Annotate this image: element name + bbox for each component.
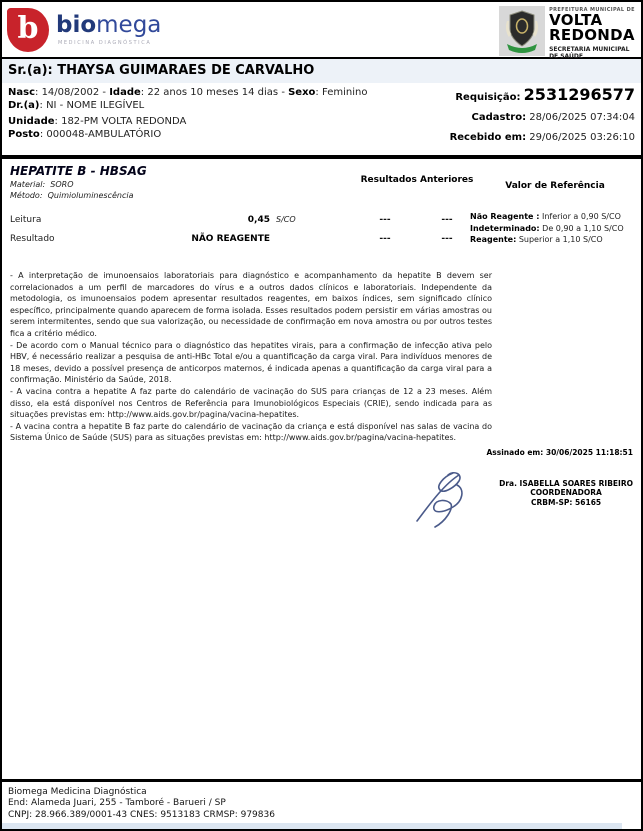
test-method: Método: Quimioluminescência [10,191,134,200]
test-result-grid: HEPATITE B - HBSAG Material: SORO Método: Quimioluminescência Resultados Anteriores Valor de Referência Leitura 0,45 S/CO --- --- Resultado NÃO REAGENTE --- --- Não Reagente : Inferior a 0,90 S/CO Indeterminado: De 0,90 a 1,10 S/CO Reagente: Superior a 1,10 S/CO [10,164,633,268]
interpretation-notes [10,270,492,444]
request-details [450,86,635,155]
footer-accent-strip [2,823,622,829]
note-paragraph: - De acordo com o Manual técnico para o diagnóstico das hepatites virais, para a confirmação de infecção ativa pelo HBV, é necessário realizar a pesquisa de anti-HBc Total e/ou a quantificação da carga viral. Para indivíduos menores de 18 meses, devido a possível presença de anticorpos maternos, é indicada apenas a quantificação da carga viral para a confirmação. Ministério da Saúde, 2018. [10,340,492,385]
patient-line-station: Posto: 000048-AMBULATÓRIO [8,129,162,140]
patient-details [8,86,367,155]
footer-registration: CNPJ: 28.966.389/0001-43 CNES: 9513183 CRMSP: 979836 [8,809,275,820]
patient-name-bar: Sr.(a): THAYSA GUIMARAES DE CARVALHO [2,57,641,83]
reference-value-header: Valor de Referência [505,181,605,191]
municipality-city-1: VOLTA [549,11,603,29]
leitura-unit: S/CO [276,215,296,224]
note-paragraph: - A vacina contra a hepatite A faz parte do calendário de vacinação do SUS para crianças de 12 a 23 meses. Além disso, ela está disponível nos Centros de Referência para Imunobiológicos Especiais (CRIE), sendo indicada para as situações previstas em: http://www.aids.gov.br/pagina/vacina-hepatites. [10,386,492,420]
biomega-logo [7,6,161,52]
patient-line-unit: Unidade: 182-PM VOLTA REDONDA [8,116,187,127]
biomega-drop-icon [7,8,49,52]
test-section [2,159,641,444]
requisition-number: 2531296577 [523,85,635,104]
patient-info-section [2,83,641,155]
signed-timestamp: Assinado em: 30/06/2025 11:18:51 [486,447,633,457]
received-line: Recebido em: 29/06/2025 03:26:10 [449,132,635,143]
registered-line: Cadastro: 28/06/2025 07:34:04 [471,112,635,123]
biomega-drop-letter: b [17,11,39,46]
biomega-wordmark [56,14,161,46]
volta-redonda-crest-icon [499,6,545,56]
municipality-city-2: REDONDA [549,26,635,45]
doctor-registration: CRBM-SP: 56165 [530,497,602,507]
reference-values: Não Reagente : Inferior a 0,90 S/CO Indeterminado: De 0,90 a 1,10 S/CO Reagente: Superior a 1,10 S/CO [470,212,624,244]
doctor-role: COORDENADORA [530,488,602,498]
patient-line-doctor: Dr.(a): NI - NOME ILEGÍVEL [8,100,145,111]
signature-zone [2,457,641,552]
resultado-value: NÃO REAGENTE [191,234,270,244]
brand-bio: bio [56,12,97,38]
note-paragraph: - A interpretação de imunoensaios laboratoriais para diagnóstico e acompanhamento da hepatite B devem ser correlacionados a um perfil de marcadores do vírus e a outros dados clínicos e laboratoriais. Independente da metodologia, os imunoensaios podem apresentar resultados reagentes, em baixos índices, sem significado clínico específico, principalmente quando aparecem de forma isolada. Esses resultados podem persistir em várias amostras ou serem intermitentes, sendo que sua valorização, ou necessidade de confirmação em nova amostra ou por outros testes fica a critério médico. [10,271,492,338]
municipality-dept-1: SECRETARIA MUNICIPAL [549,45,630,53]
report-footer [2,779,641,830]
test-title: HEPATITE B - HBSAG [10,164,147,178]
signature-icon [402,463,480,541]
note-paragraph: - A vacina contra a hepatite B faz parte do calendário de vacinação da criança e está disponível nas salas de vacina do Sistema Único de Saúde (SUS) para as situações previstas em: http://www.aids.gov.br/pagina/vacina-hepatites. [10,421,492,443]
municipality-dept-2: DE SAÚDE [549,53,583,61]
footer-address: End: Alameda Juari, 255 - Tamboré - Barueri / SP [8,798,226,808]
doctor-name: Dra. ISABELLA SOARES RIBEIRO [499,478,633,488]
previous-results-header: Resultados Anteriores [360,175,474,185]
brand-mega: mega [96,12,162,38]
doctor-signature-block [499,479,633,508]
test-material: Material: SORO [10,180,74,189]
municipality-text [549,6,635,61]
brand-tagline: MEDICINA DIAGNÓSTICA [58,40,152,46]
report-header [2,2,641,61]
patient-line-birth: Nasc: 14/08/2002 - Idade: 22 anos 10 meses 14 dias - Sexo: Feminino [8,87,368,98]
requisition-line: Requisição: 2531296577 [455,85,635,104]
municipality-pre: PREFEITURA MUNICIPAL DE [549,7,635,13]
footer-company: Biomega Medicina Diagnóstica [8,786,147,797]
leitura-value: 0,45 [247,215,270,225]
municipality-logo [499,6,635,61]
